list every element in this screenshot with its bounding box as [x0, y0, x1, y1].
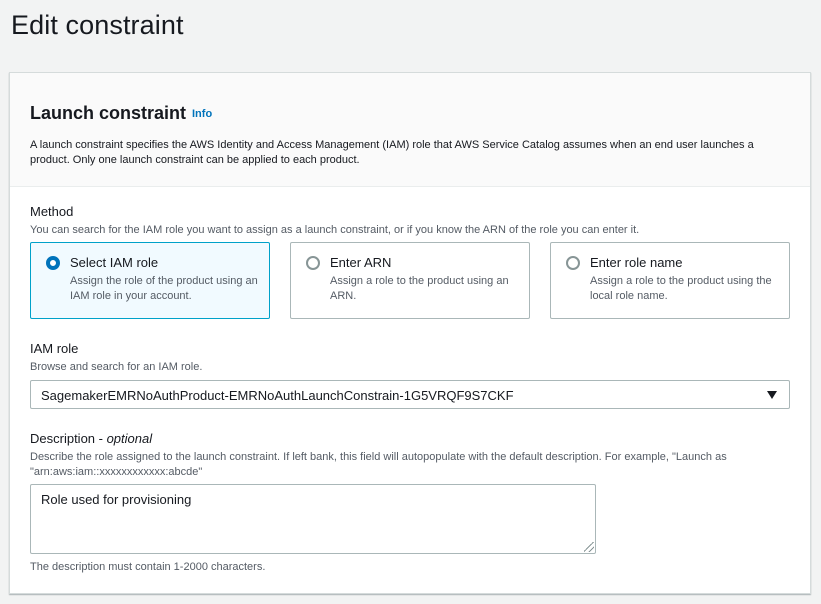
resize-handle-icon[interactable] [584, 542, 594, 552]
page-title: Edit constraint [11, 10, 184, 40]
description-constraint-text: The description must contain 1-2000 characters. [30, 561, 266, 573]
description-help: Describe the role assigned to the launch constraint. If left bank, this field will autopopulate with the default description. For example, "Launch as "arn:aws:iam::xxxxxxxxxxxx:abcde" [30, 451, 727, 478]
iam-role-label: IAM role [30, 341, 79, 356]
panel-header [10, 73, 810, 187]
method-option-title: Enter role name [590, 255, 683, 270]
description-label-text: Description - [30, 431, 107, 446]
radio-unselected-icon[interactable] [566, 256, 580, 270]
method-option-title: Enter ARN [330, 255, 392, 270]
iam-role-value: SagemakerEMRNoAuthProduct-EMRNoAuthLaunchConstrain-1G5VRQF9S7CKF [41, 388, 514, 403]
radio-unselected-icon[interactable] [306, 256, 320, 270]
method-option-description: Assign a role to the product using an ARN. [330, 275, 509, 302]
method-option-description: Assign a role to the product using the local role name. [590, 275, 772, 302]
method-option-title: Select IAM role [70, 255, 159, 270]
method-option-enter-arn[interactable] [290, 242, 530, 319]
panel-description: A launch constraint specifies the AWS Identity and Access Management (IAM) role that AWS Service Catalog assumes when an end user launches a product. Only one launch constraint can be applied to each product. [30, 139, 754, 166]
launch-constraint-panel [9, 72, 811, 594]
iam-role-select[interactable] [30, 380, 790, 409]
method-option-enter-role-name[interactable] [550, 242, 790, 319]
method-option-description: Assign the role of the product using an IAM role in your account. [70, 275, 258, 302]
method-label: Method [30, 204, 74, 219]
info-link[interactable]: Info [192, 108, 213, 120]
panel-title: Launch constraint [30, 103, 187, 123]
description-textarea[interactable] [30, 484, 596, 554]
optional-label: optional [106, 431, 153, 446]
radio-selected-icon[interactable] [46, 256, 60, 270]
method-option-select-iam-role[interactable] [30, 242, 270, 319]
description-label [30, 431, 152, 446]
caret-down-icon[interactable] [767, 391, 777, 399]
iam-role-help: Browse and search for an IAM role. [30, 361, 203, 373]
method-help: You can search for the IAM role you want to assign as a launch constraint, or if you know the ARN of the role you can enter it. [30, 224, 640, 236]
